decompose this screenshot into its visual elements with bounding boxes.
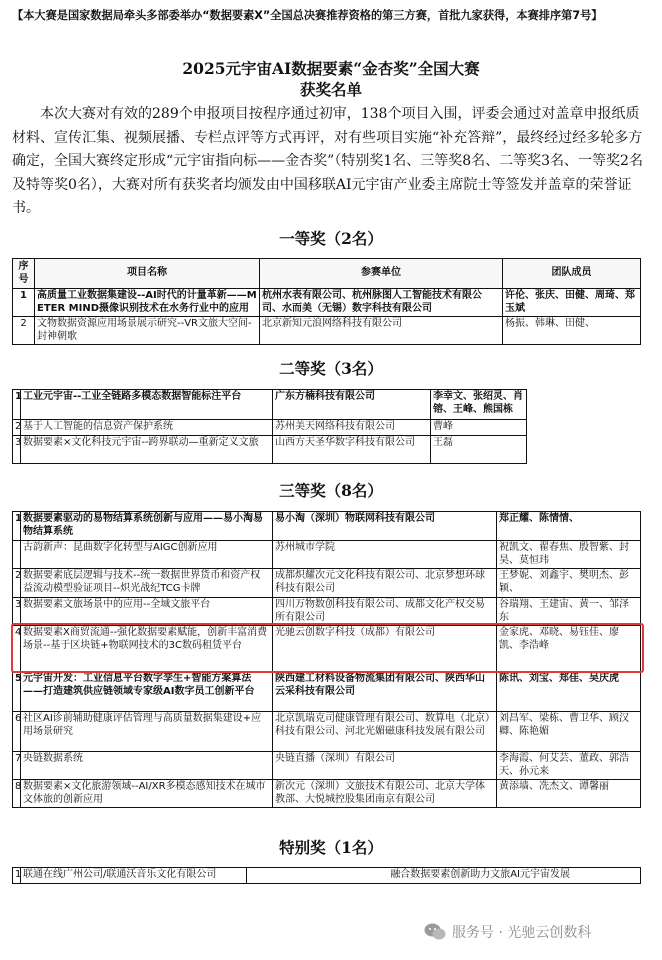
- row-unit: 北京凯瑞克司健康管理有限公司、数算电（北京）科技有限公司、河北光媚磁康科技发展有限公司: [273, 712, 497, 752]
- row-members: 祝凯文、翟春焦、殷智紫、封昊、莫恒玮: [497, 541, 641, 569]
- row-no: 3: [13, 435, 21, 463]
- table-row: [13, 712, 641, 752]
- row-no: [13, 541, 21, 569]
- row-project: 数据要素底层逻辑与技术--统一数据世界货币和资产权益流动模型验证项目--炽光战纪TCG卡牌: [21, 569, 273, 598]
- first-prize-heading: 一等奖（2名）: [279, 229, 383, 248]
- table-row: [13, 317, 641, 345]
- intro-paragraph: 本次大赛对有效的289个申报项目按程序通过初审，138个项目入围，评委会通过对盖章申报纸质材料、宣传汇集、视频展播、专栏点评等方式再评，对有些项目实施“补充答辩”，最终经过经多轮多方确定，全国大赛终定形成“元宇宙指向标——金杏奖”（特别奖1名、三等奖8名、二等奖3名、一等奖2名及特等奖0名），大赛对所有获奖者均颁发由中国移联AI元宇宙产业委主席院士等签发并盖章的荣誉证书。: [12, 106, 643, 216]
- table-row: [13, 512, 641, 541]
- row-unit: 易小淘（深圳）物联网科技有限公司: [273, 512, 497, 541]
- page-subtitle: 获奖名单: [299, 80, 362, 99]
- row-project: 社区AI诊前辅助健康评估管理与高质量数据集建设+应用场景研究: [21, 712, 273, 752]
- row-members: 王磊: [431, 435, 527, 463]
- row-project: 数据要素×文化旅游领域--AI/XR多模态感知技术在城市文体旅的创新应用: [21, 780, 273, 808]
- row-no: 6: [13, 712, 21, 752]
- row-project: 数据要素X商贸流通--强化数据要素赋能，创新丰富消费场景--基于区块链+物联网技术的3C数码租赁平台: [21, 626, 273, 672]
- table-row: [13, 672, 641, 712]
- first-prize-table: [12, 258, 641, 345]
- row-members: 刘昌军、梁栋、曹卫华、顾汉卿、陈艳媚: [497, 712, 641, 752]
- row-project: 融合数据要素创新助力文旅AI元宇宙发展: [247, 868, 641, 884]
- row-members: 谷瑞翔、王建宙、黄一、邹泽东: [497, 598, 641, 626]
- row-project: 数据要素×文化科技元宇宙--跨界联动—重新定义文旅: [21, 435, 273, 463]
- row-project: 工业元宇宙--工业全链路多模态数据智能标注平台: [21, 390, 273, 420]
- row-no: 1: [13, 289, 35, 317]
- row-unit: 央链直播（深圳）有限公司: [273, 752, 497, 780]
- row-project: 高质量工业数据集建设--AI时代的计量革新——METER MIND摄像识别技术在水务行业中的应用: [35, 289, 260, 317]
- row-members: 杨振、韩琳、田健、: [503, 317, 641, 345]
- row-no: 2: [13, 317, 35, 345]
- row-unit: 陕西建工材料设备物流集团有限公司、陕西华山云采科技有限公司: [273, 672, 497, 712]
- row-members: 金家虎、邓晓、易钰佳、廖凯、李浩峰: [497, 626, 641, 672]
- row-members: 陈讯、刘宝、郑佳、吴庆虎: [497, 672, 641, 712]
- table-row: [13, 626, 641, 672]
- row-unit: 广东方楠科技有限公司: [273, 390, 431, 420]
- row-no: 7: [13, 752, 21, 780]
- table-row: [13, 868, 641, 884]
- row-project: 数据要素驱动的易物结算系统创新与应用——易小淘易物结算系统: [21, 512, 273, 541]
- second-prize-heading: 二等奖（3名）: [279, 359, 383, 378]
- row-unit: 新次元（深圳）文旅技术有限公司、北京大学体教部、大悦城控股集团南京有限公司: [273, 780, 497, 808]
- row-project: 基于人工智能的信息资产保护系统: [21, 420, 273, 436]
- row-unit: 杭州水表有限公司、杭州脉图人工智能技术有限公司、水而美（无锡）数字科技有限公司: [260, 289, 503, 317]
- table-row: [13, 289, 641, 317]
- row-no: 4: [13, 626, 21, 672]
- row-no: 5: [13, 672, 21, 712]
- special-prize-heading: 特别奖（1名）: [279, 838, 383, 857]
- row-unit: 苏州美天网络科技有限公司: [273, 420, 431, 436]
- row-no: 2: [13, 420, 21, 436]
- row-no: 8: [13, 780, 21, 808]
- second-prize-table: [12, 389, 641, 464]
- row-unit: 成都炽耀次元文化科技有限公司、北京梦想环球科技有限公司: [273, 569, 497, 598]
- row-project: 数据要素文旅场景中的应用--全域文旅平台: [21, 598, 273, 626]
- top-notice: 【本大赛是国家数据局牵头多部委举办“数据要素X”全国总决赛推荐资格的第三方赛，首批九家获得，本赛排序第7号】: [12, 9, 603, 22]
- table-row: [13, 541, 641, 569]
- row-project: 央链数据系统: [21, 752, 273, 780]
- third-prize-table: [12, 511, 641, 808]
- row-members: 郑正耀、陈情情、: [497, 512, 641, 541]
- row-no: 1: [13, 390, 21, 420]
- row-no: 2: [13, 569, 21, 598]
- row-members: 李海霞、何艾芸、董政、郭浩天、孙元来: [497, 752, 641, 780]
- row-members: 曹峰: [431, 420, 527, 436]
- row-unit: 苏州城市学院: [273, 541, 497, 569]
- table-row: [13, 752, 641, 780]
- table-row: [13, 780, 641, 808]
- row-members: 李幸文、张绍灵、肖镕、王峰、熊国栋: [431, 390, 527, 420]
- wechat-watermark: [424, 922, 591, 942]
- row-project: 古韵新声：昆曲数字化转型与AIGC创新应用: [21, 541, 273, 569]
- row-project: 文物数据资源应用场景展示研究--VR文旅大空间-封神朝歌: [35, 317, 260, 345]
- row-no: 1: [13, 512, 21, 541]
- row-project: 元宇宙开发：工业信息平台数字孪生+智能方案算法——打造建筑供应链领域专家级AI数字员工创新平台: [21, 672, 273, 712]
- row-no: 3: [13, 598, 21, 626]
- row-no: 1: [13, 868, 21, 884]
- row-unit: 联通在线广州公司/联通沃音乐文化有限公司: [21, 868, 247, 884]
- table-row: [13, 569, 641, 598]
- row-members: 许伦、张庆、田健、周琦、郑玉斌: [503, 289, 641, 317]
- table-row: [13, 435, 641, 463]
- page-title: 2025元宇宙AI数据要素“金杏奖”全国大赛: [182, 59, 480, 78]
- header-unit: 参赛单位: [260, 259, 503, 289]
- watermark-text: 服务号 · 光驰云创数科: [452, 925, 592, 941]
- header-no: 序号: [13, 259, 35, 289]
- header-members: 团队成员: [503, 259, 641, 289]
- row-unit: 山西方天圣华数字科技有限公司: [273, 435, 431, 463]
- header-project: 项目名称: [35, 259, 260, 289]
- special-prize-table: [12, 867, 641, 884]
- row-unit: 北京新知元浪网络科技有限公司: [260, 317, 503, 345]
- row-unit: 光驰云创数字科技（成都）有限公司: [273, 626, 497, 672]
- table-row: [13, 390, 641, 420]
- third-prize-heading: 三等奖（8名）: [279, 481, 383, 500]
- wechat-icon: [424, 923, 446, 941]
- table-row: [13, 598, 641, 626]
- table-row: [13, 420, 641, 436]
- row-members: 王梦妮、刘鑫宇、樊明杰、彭颖、: [497, 569, 641, 598]
- row-members: 黄添墙、冼杰文、谭馨丽: [497, 780, 641, 808]
- row-unit: 四川万物数创科技有限公司、成都文化产权交易所有限公司: [273, 598, 497, 626]
